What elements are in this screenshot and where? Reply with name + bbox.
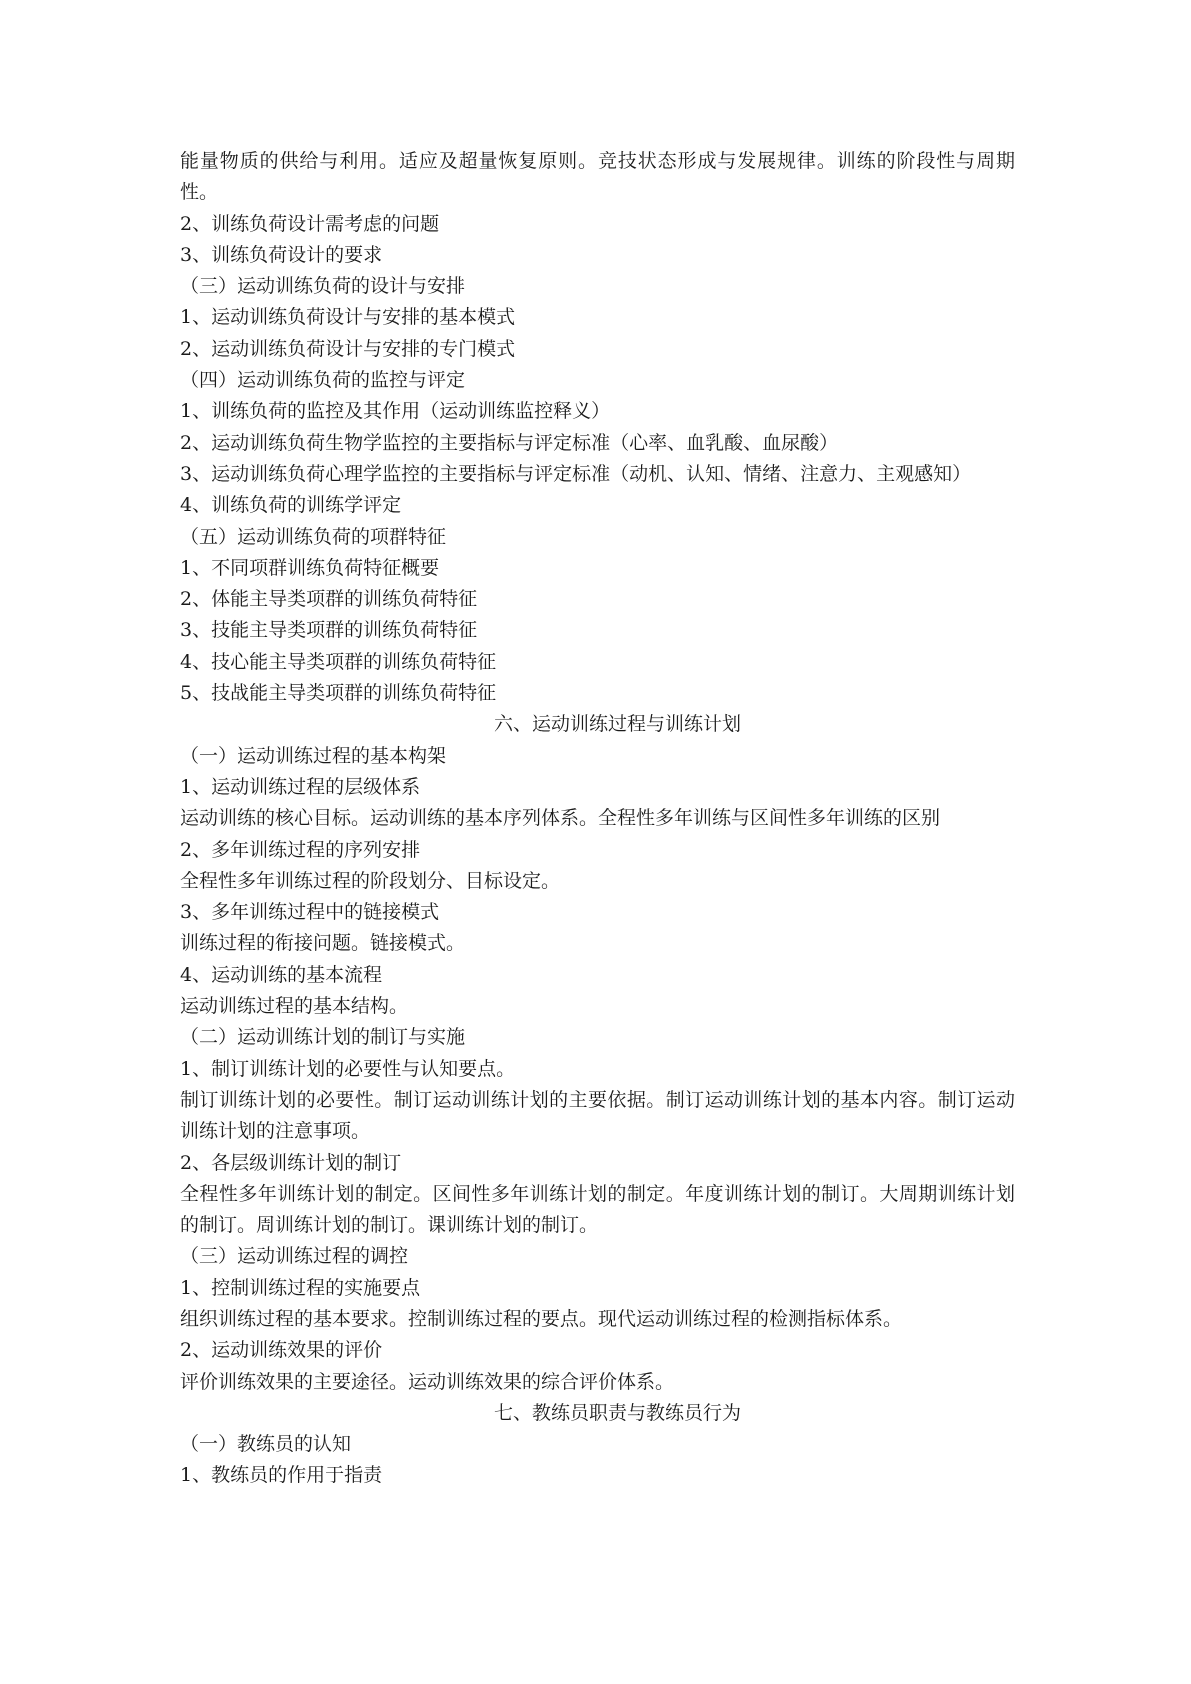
text-line: 全程性多年训练过程的阶段划分、目标设定。 (180, 869, 561, 892)
text-line: （四）运动训练负荷的监控与评定 (180, 369, 466, 392)
text-paragraph: 制订训练计划的必要性。制订运动训练计划的主要依据。制订运动训练计划的基本内容。制订运动训练计划的注意事项。 (180, 1088, 1015, 1143)
text-line: （五）运动训练负荷的项群特征 (180, 525, 447, 548)
text-line: 组织训练过程的基本要求。控制训练过程的要点。现代运动训练过程的检测指标体系。 (180, 1307, 903, 1330)
text-line: （二）运动训练计划的制订与实施 (180, 1026, 466, 1049)
text-line: 3、技能主导类项群的训练负荷特征 (180, 619, 478, 642)
text-paragraph: 3、运动训练负荷心理学监控的主要指标与评定标准（动机、认知、情绪、注意力、主观感知） (180, 462, 972, 485)
text-line: 2、训练负荷设计需考虑的问题 (180, 212, 440, 235)
text-line: （一）教练员的认知 (180, 1433, 352, 1456)
text-line: 1、运动训练过程的层级体系 (180, 775, 421, 798)
text-line: 2、多年训练过程的序列安排 (180, 838, 421, 861)
text-line: 训练过程的衔接问题。链接模式。 (180, 932, 466, 955)
text-line: 1、制订训练计划的必要性与认知要点。 (180, 1057, 516, 1080)
text-line: 评价训练效果的主要途径。运动训练效果的综合评价体系。 (180, 1370, 675, 1393)
text-line: （三）运动训练负荷的设计与安排 (180, 275, 466, 298)
text-line: 1、运动训练负荷设计与安排的基本模式 (180, 306, 516, 329)
text-line: 1、不同项群训练负荷特征概要 (180, 556, 440, 579)
text-line: 2、体能主导类项群的训练负荷特征 (180, 588, 478, 611)
text-line: 4、技心能主导类项群的训练负荷特征 (180, 650, 497, 673)
text-line: 4、训练负荷的训练学评定 (180, 494, 402, 517)
text-line: 2、运动训练效果的评价 (180, 1339, 383, 1362)
text-line: 2、运动训练负荷设计与安排的专门模式 (180, 337, 516, 360)
text-paragraph: 能量物质的供给与利用。适应及超量恢复原则。竞技状态形成与发展规律。训练的阶段性与周期性。 (180, 150, 1015, 204)
text-line: （三）运动训练过程的调控 (180, 1245, 409, 1268)
text-line: 运动训练的核心目标。运动训练的基本序列体系。全程性多年训练与区间性多年训练的区别 (180, 807, 941, 830)
text-line: 1、控制训练过程的实施要点 (180, 1276, 421, 1299)
section-heading: 七、教练员职责与教练员行为 (493, 1401, 741, 1424)
text-line: 5、技战能主导类项群的训练负荷特征 (180, 682, 497, 705)
text-line: 1、训练负荷的监控及其作用（运动训练监控释义） (180, 400, 611, 423)
text-line: 1、教练员的作用于指责 (180, 1464, 383, 1487)
text-line: 运动训练过程的基本结构。 (180, 995, 409, 1018)
text-line: （一）运动训练过程的基本构架 (180, 744, 447, 767)
text-line: 2、各层级训练计划的制订 (180, 1151, 402, 1174)
text-line: 3、训练负荷设计的要求 (180, 243, 383, 266)
text-line: 4、运动训练的基本流程 (180, 963, 383, 986)
section-heading: 六、运动训练过程与训练计划 (493, 713, 741, 736)
document-body (180, 146, 1015, 1492)
text-line: 2、运动训练负荷生物学监控的主要指标与评定标准（心率、血乳酸、血尿酸） (180, 431, 839, 454)
text-line: 3、多年训练过程中的链接模式 (180, 901, 440, 924)
text-paragraph: 全程性多年训练计划的制定。区间性多年训练计划的制定。年度训练计划的制订。大周期训练计划的制订。周训练计划的制订。课训练计划的制订。 (180, 1182, 1015, 1237)
